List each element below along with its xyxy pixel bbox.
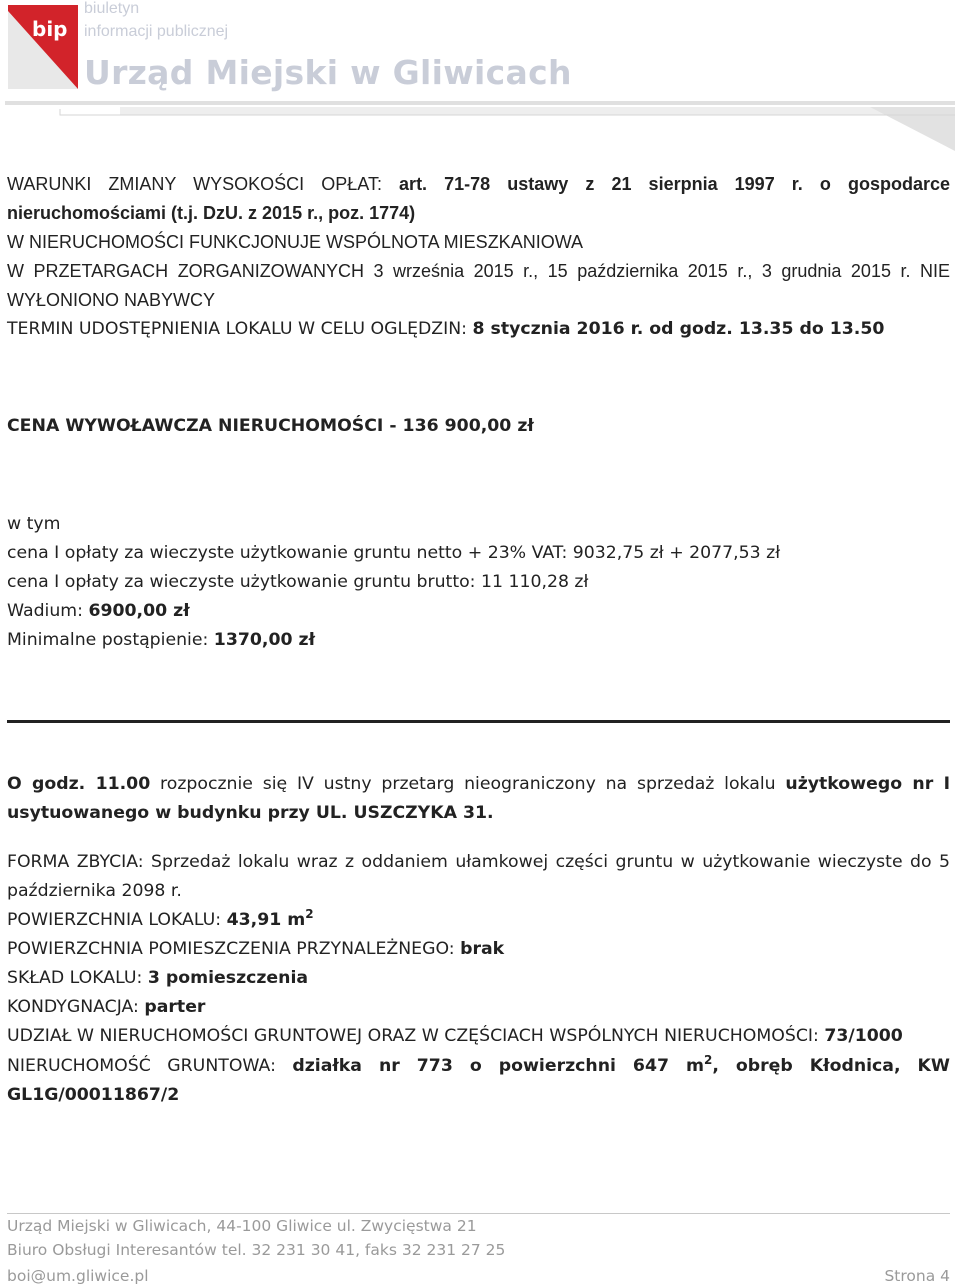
bip-logo-text: bip bbox=[32, 17, 68, 41]
tender-intro-text: rozpocznie się IV ustny przetarg nieograniczony na sprzedaż lokalu bbox=[150, 774, 786, 794]
fee-change-line-2 bbox=[7, 199, 950, 228]
unit-area-label: POWIERZCHNIA LOKALU: bbox=[7, 910, 227, 930]
bip-logo bbox=[8, 5, 78, 89]
site-title: Urząd Miejski w Gliwicach bbox=[84, 53, 572, 92]
fee-change-line bbox=[7, 170, 950, 199]
land-register-number: GL1G/00011867/2 bbox=[7, 1085, 180, 1105]
min-step-line bbox=[7, 626, 950, 655]
land-label: NIERUCHOMOŚĆ GRUNTOWA: bbox=[7, 1056, 293, 1076]
viewing-date-line bbox=[7, 315, 950, 344]
previous-tenders-line-2: WYŁONIONO NABYWCY bbox=[7, 290, 216, 310]
price-gross: cena I opłaty za wieczyste użytkowanie gruntu brutto: 11 110,28 zł bbox=[7, 572, 589, 592]
aux-room-label: POWIERZCHNIA POMIESZCZENIA PRZYNALEŻNEGO: bbox=[7, 939, 461, 959]
land-value: działka nr 773 o powierzchni 647 m bbox=[292, 1056, 704, 1076]
floor-line bbox=[7, 993, 950, 1022]
tender-time: O godz. 11.00 bbox=[7, 774, 151, 794]
fee-change-basis-cont: nieruchomościami (t.j. DzU. z 2015 r., poz. 1774) bbox=[7, 203, 416, 223]
aux-room-value: brak bbox=[460, 939, 505, 959]
share-label: UDZIAŁ W NIERUCHOMOŚCI GRUNTOWEJ ORAZ W CZĘŚCIACH WSPÓLNYCH NIERUCHOMOŚCI: bbox=[7, 1026, 825, 1046]
fee-change-label: WARUNKI ZMIANY WYSOKOŚCI OPŁAT: bbox=[7, 174, 400, 194]
deposit-line bbox=[7, 597, 950, 626]
header-divider bbox=[0, 95, 960, 155]
aux-room-line bbox=[7, 935, 950, 964]
rooms-value: 3 pomieszczenia bbox=[147, 968, 309, 988]
footer-email: boi@um.gliwice.pl bbox=[7, 1267, 149, 1285]
share-line bbox=[7, 1022, 950, 1051]
tender-intro-line bbox=[7, 770, 950, 799]
starting-price-heading bbox=[7, 412, 950, 441]
price-in-which: w tym bbox=[7, 514, 61, 534]
rooms-label: SKŁAD LOKALU: bbox=[7, 968, 148, 988]
land-sup: 2 bbox=[704, 1053, 713, 1068]
unit-area-sup: 2 bbox=[305, 907, 314, 922]
price-net: cena I opłaty za wieczyste użytkowanie gruntu netto + 23% VAT: 9032,75 zł + 2077,53 zł bbox=[7, 543, 781, 563]
page-header bbox=[0, 0, 960, 155]
sale-form-line: FORMA ZBYCIA: Sprzedaż lokalu wraz z oddaniem ułamkowej części gruntu w użytkowanie wieczyste do 5 bbox=[7, 852, 950, 872]
land-register-line bbox=[7, 1081, 950, 1110]
footer-phone: Biuro Obsługi Interesantów tel. 32 231 30 41, faks 32 231 27 25 bbox=[7, 1241, 506, 1259]
sale-form-line-2: października 2098 r. bbox=[7, 881, 182, 901]
floor-label: KONDYGNACJA: bbox=[7, 997, 145, 1017]
min-step-label: Minimalne postąpienie: bbox=[7, 630, 214, 650]
starting-price-text: CENA WYWOŁAWCZA NIERUCHOMOŚCI - 136 900,00 zł bbox=[7, 416, 534, 436]
land-value-cont: , obręb Kłodnica, KW bbox=[712, 1056, 950, 1076]
tender-location: usytuowanego w budynku przy UL. USZCZYKA 31. bbox=[7, 803, 494, 823]
rooms-line bbox=[7, 964, 950, 993]
previous-tenders-line: W PRZETARGACH ZORGANIZOWANYCH 3 września 2015 r., 15 października 2015 r., 3 grudnia 2015 r. NIE bbox=[7, 261, 950, 281]
unit-area-value: 43,91 m bbox=[226, 910, 306, 930]
tagline-informacji: informacji publicznej bbox=[84, 23, 229, 40]
viewing-date-label: TERMIN UDOSTĘPNIENIA LOKALU W CELU OGLĘDZIN: bbox=[7, 319, 473, 339]
land-line bbox=[7, 1052, 950, 1081]
footer-divider bbox=[7, 1213, 950, 1214]
community-line: W NIERUCHOMOŚCI FUNKCJONUJE WSPÓLNOTA MIESZKANIOWA bbox=[7, 232, 584, 252]
tender-unit-type: użytkowego nr I bbox=[785, 774, 951, 794]
tagline-biuletyn: biuletyn bbox=[84, 0, 140, 17]
unit-area-line bbox=[7, 906, 950, 935]
section-divider bbox=[7, 720, 950, 723]
footer-address: Urząd Miejski w Gliwicach, 44-100 Gliwice ul. Zwycięstwa 21 bbox=[7, 1217, 477, 1235]
min-step-value: 1370,00 zł bbox=[213, 630, 315, 650]
page-number: Strona 4 bbox=[884, 1267, 950, 1285]
share-value: 73/1000 bbox=[824, 1026, 903, 1046]
deposit-label: Wadium: bbox=[7, 601, 89, 621]
tender-intro-line-2 bbox=[7, 799, 950, 828]
floor-value: parter bbox=[144, 997, 206, 1017]
deposit-value: 6900,00 zł bbox=[88, 601, 190, 621]
fee-change-basis: art. 71-78 ustawy z 21 sierpnia 1997 r. o gospodarce bbox=[399, 174, 950, 194]
viewing-date-value: 8 stycznia 2016 r. od godz. 13.35 do 13.50 bbox=[472, 319, 885, 339]
